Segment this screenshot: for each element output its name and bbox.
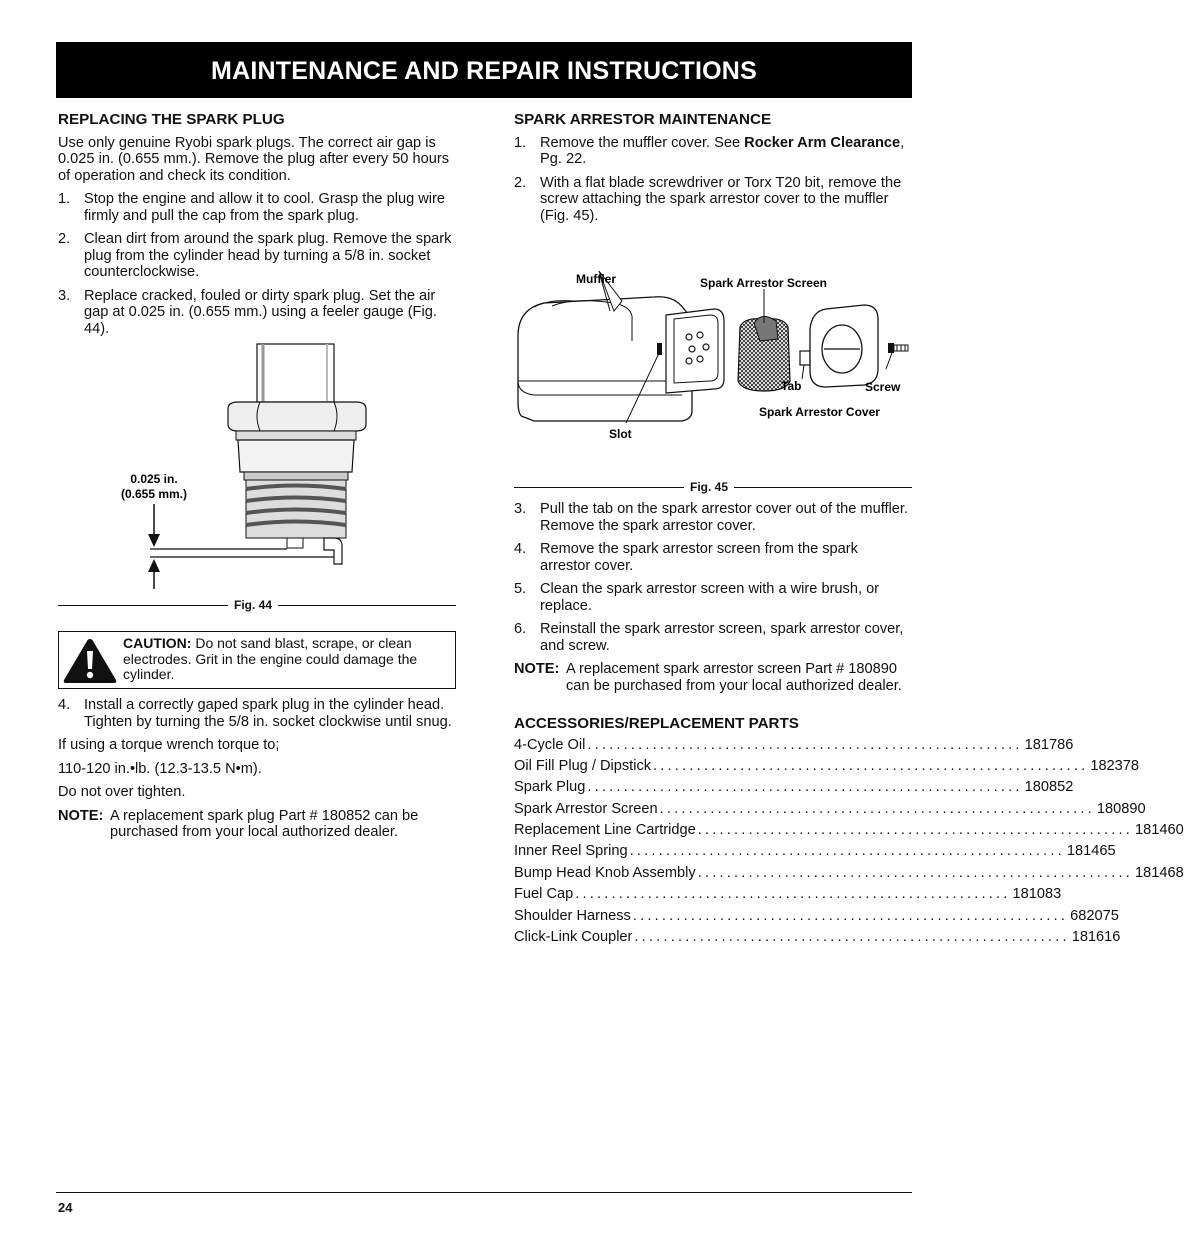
arrestor-heading: SPARK ARRESTOR MAINTENANCE bbox=[514, 111, 772, 128]
list-item: 1. Stop the engine and allow it to cool. Grasp the plug wire firmly and pull the cap from the spark plug. bbox=[58, 191, 446, 224]
leader-dots: ............................................................ bbox=[629, 843, 1065, 860]
list-item: 4. Remove the spark arrestor screen from the spark arrestor cover. bbox=[514, 541, 858, 574]
list-item: 5. Clean the spark arrestor screen with a wire brush, or replace. bbox=[514, 581, 880, 614]
table-row: Inner Reel Spring ............................................................ 181465 bbox=[514, 843, 1116, 860]
page-title: MAINTENANCE AND REPAIR INSTRUCTIONS bbox=[211, 57, 757, 85]
warning-icon bbox=[62, 637, 118, 685]
spark-plug-illustration bbox=[58, 344, 456, 599]
table-row: 4-Cycle Oil ............................................................ 181786 bbox=[514, 736, 1074, 753]
caution-box bbox=[58, 631, 456, 689]
table-row: Bump Head Knob Assembly ............................................................ 181468 bbox=[514, 864, 1184, 881]
spark-plug-intro: Use only genuine Ryobi spark plugs. The correct air gap is 0.025 in. (0.655 mm.). Remove the plug after every 50 hours of operation and check its condition. bbox=[58, 134, 449, 184]
torque-warning: Do not over tighten. bbox=[58, 784, 186, 800]
arrestor-note: NOTE: A replacement spark arrestor screen Part # 180890 can be purchased from your local authorized dealer. bbox=[514, 661, 902, 694]
table-row: Spark Arrestor Screen ............................................................ 180890 bbox=[514, 800, 1146, 817]
spark-plug-step-4 bbox=[58, 697, 456, 730]
leader-dots: ............................................................ bbox=[697, 864, 1133, 881]
list-item: 3. Pull the tab on the spark arrestor cover out of the muffler. Remove the spark arrestor cover. bbox=[514, 501, 909, 534]
gap-label-mm: (0.655 mm.) bbox=[120, 487, 188, 501]
leader-dots: ............................................................ bbox=[587, 779, 1023, 796]
table-row: Fuel Cap ............................................................ 181083 bbox=[514, 886, 1062, 903]
parts-heading: ACCESSORIES/REPLACEMENT PARTS bbox=[514, 715, 799, 732]
list-item: 4. Install a correctly gaped spark plug in the cylinder head. Tighten by turning the 5/8 in. socket clockwise until snug. bbox=[58, 697, 452, 730]
leader-dots: ............................................................ bbox=[653, 757, 1089, 774]
spark-plug-steps bbox=[58, 191, 456, 337]
list-item: 6. Reinstall the spark arrestor screen, spark arrestor cover, and screw. bbox=[514, 621, 904, 654]
label-slot: Slot bbox=[609, 427, 632, 441]
figure-44-caption bbox=[58, 599, 456, 613]
table-row: Shoulder Harness ............................................................ 682075 bbox=[514, 907, 1119, 924]
caution-text: CAUTION: Do not sand blast, scrape, or clean electrodes. Grit in the engine could damage the cylinder. bbox=[123, 635, 418, 682]
spark-plug-section bbox=[58, 112, 456, 841]
label-spark-arrestor-cover: Spark Arrestor Cover bbox=[759, 405, 880, 419]
list-item: 2. With a flat blade screwdriver or Torx T20 bit, remove the screw attaching the spark arrestor cover to the muffler (Fig. 45). bbox=[514, 174, 902, 224]
footer-rule bbox=[56, 1192, 912, 1193]
spark-plug-heading: REPLACING THE SPARK PLUG bbox=[58, 111, 285, 128]
table-row: Spark Plug ............................................................ 180852 bbox=[514, 779, 1074, 796]
leader-dots: ............................................................ bbox=[697, 822, 1133, 839]
table-row: Oil Fill Plug / Dipstick ............................................................ 182378 bbox=[514, 757, 1140, 774]
list-item: 2. Clean dirt from around the spark plug. Remove the spark plug from the cylinder head by turning a 5/8 in. socket counterclockwise. bbox=[58, 231, 452, 280]
list-item: 3. Replace cracked, fouled or dirty spark plug. Set the air gap at 0.025 in. (0.655 mm.) using a feeler gauge (Fig. 44). bbox=[58, 287, 437, 337]
leader-dots: ............................................................ bbox=[659, 800, 1095, 817]
page-number: 24 bbox=[58, 1200, 73, 1215]
table-row: Replacement Line Cartridge ............................................................ 181460 bbox=[514, 822, 1184, 839]
leader-dots: ............................................................ bbox=[575, 886, 1011, 903]
label-screw: Screw bbox=[865, 380, 901, 394]
arrestor-section bbox=[514, 111, 1184, 950]
parts-list bbox=[514, 736, 1184, 951]
label-tab: Tab bbox=[781, 379, 802, 393]
torque-intro: If using a torque wrench torque to; bbox=[58, 737, 280, 753]
figure-45-caption bbox=[514, 481, 912, 495]
figure-45 bbox=[514, 231, 912, 481]
torque-value: 110-120 in.•lb. (12.3-13.5 N•m). bbox=[58, 760, 262, 777]
spark-plug-note: NOTE: A replacement spark plug Part # 180852 can be purchased from your local authorized dealer. bbox=[58, 807, 419, 840]
arrestor-steps-1 bbox=[514, 135, 912, 225]
list-item: 1. Remove the muffler cover. See Rocker Arm Clearance, Pg. 22. bbox=[514, 134, 905, 167]
figure-45-label: Fig. 45 bbox=[684, 481, 734, 494]
page-title-banner bbox=[56, 42, 912, 98]
cross-reference: Rocker Arm Clearance bbox=[744, 134, 901, 151]
leader-dots: ............................................................ bbox=[632, 907, 1069, 924]
label-spark-arrestor-screen: Spark Arrestor Screen bbox=[700, 276, 827, 290]
gap-label-inches: 0.025 in. bbox=[130, 472, 178, 486]
leader-dots: ............................................................ bbox=[634, 929, 1070, 946]
figure-44-label: Fig. 44 bbox=[228, 599, 278, 612]
table-row: Click-Link Coupler ............................................................ 181616 bbox=[514, 929, 1121, 946]
arrestor-steps-2 bbox=[514, 501, 912, 654]
leader-dots: ............................................................ bbox=[587, 736, 1023, 753]
label-muffler: Muffler bbox=[576, 272, 616, 286]
figure-44 bbox=[58, 344, 456, 599]
muffler-illustration bbox=[514, 231, 912, 481]
